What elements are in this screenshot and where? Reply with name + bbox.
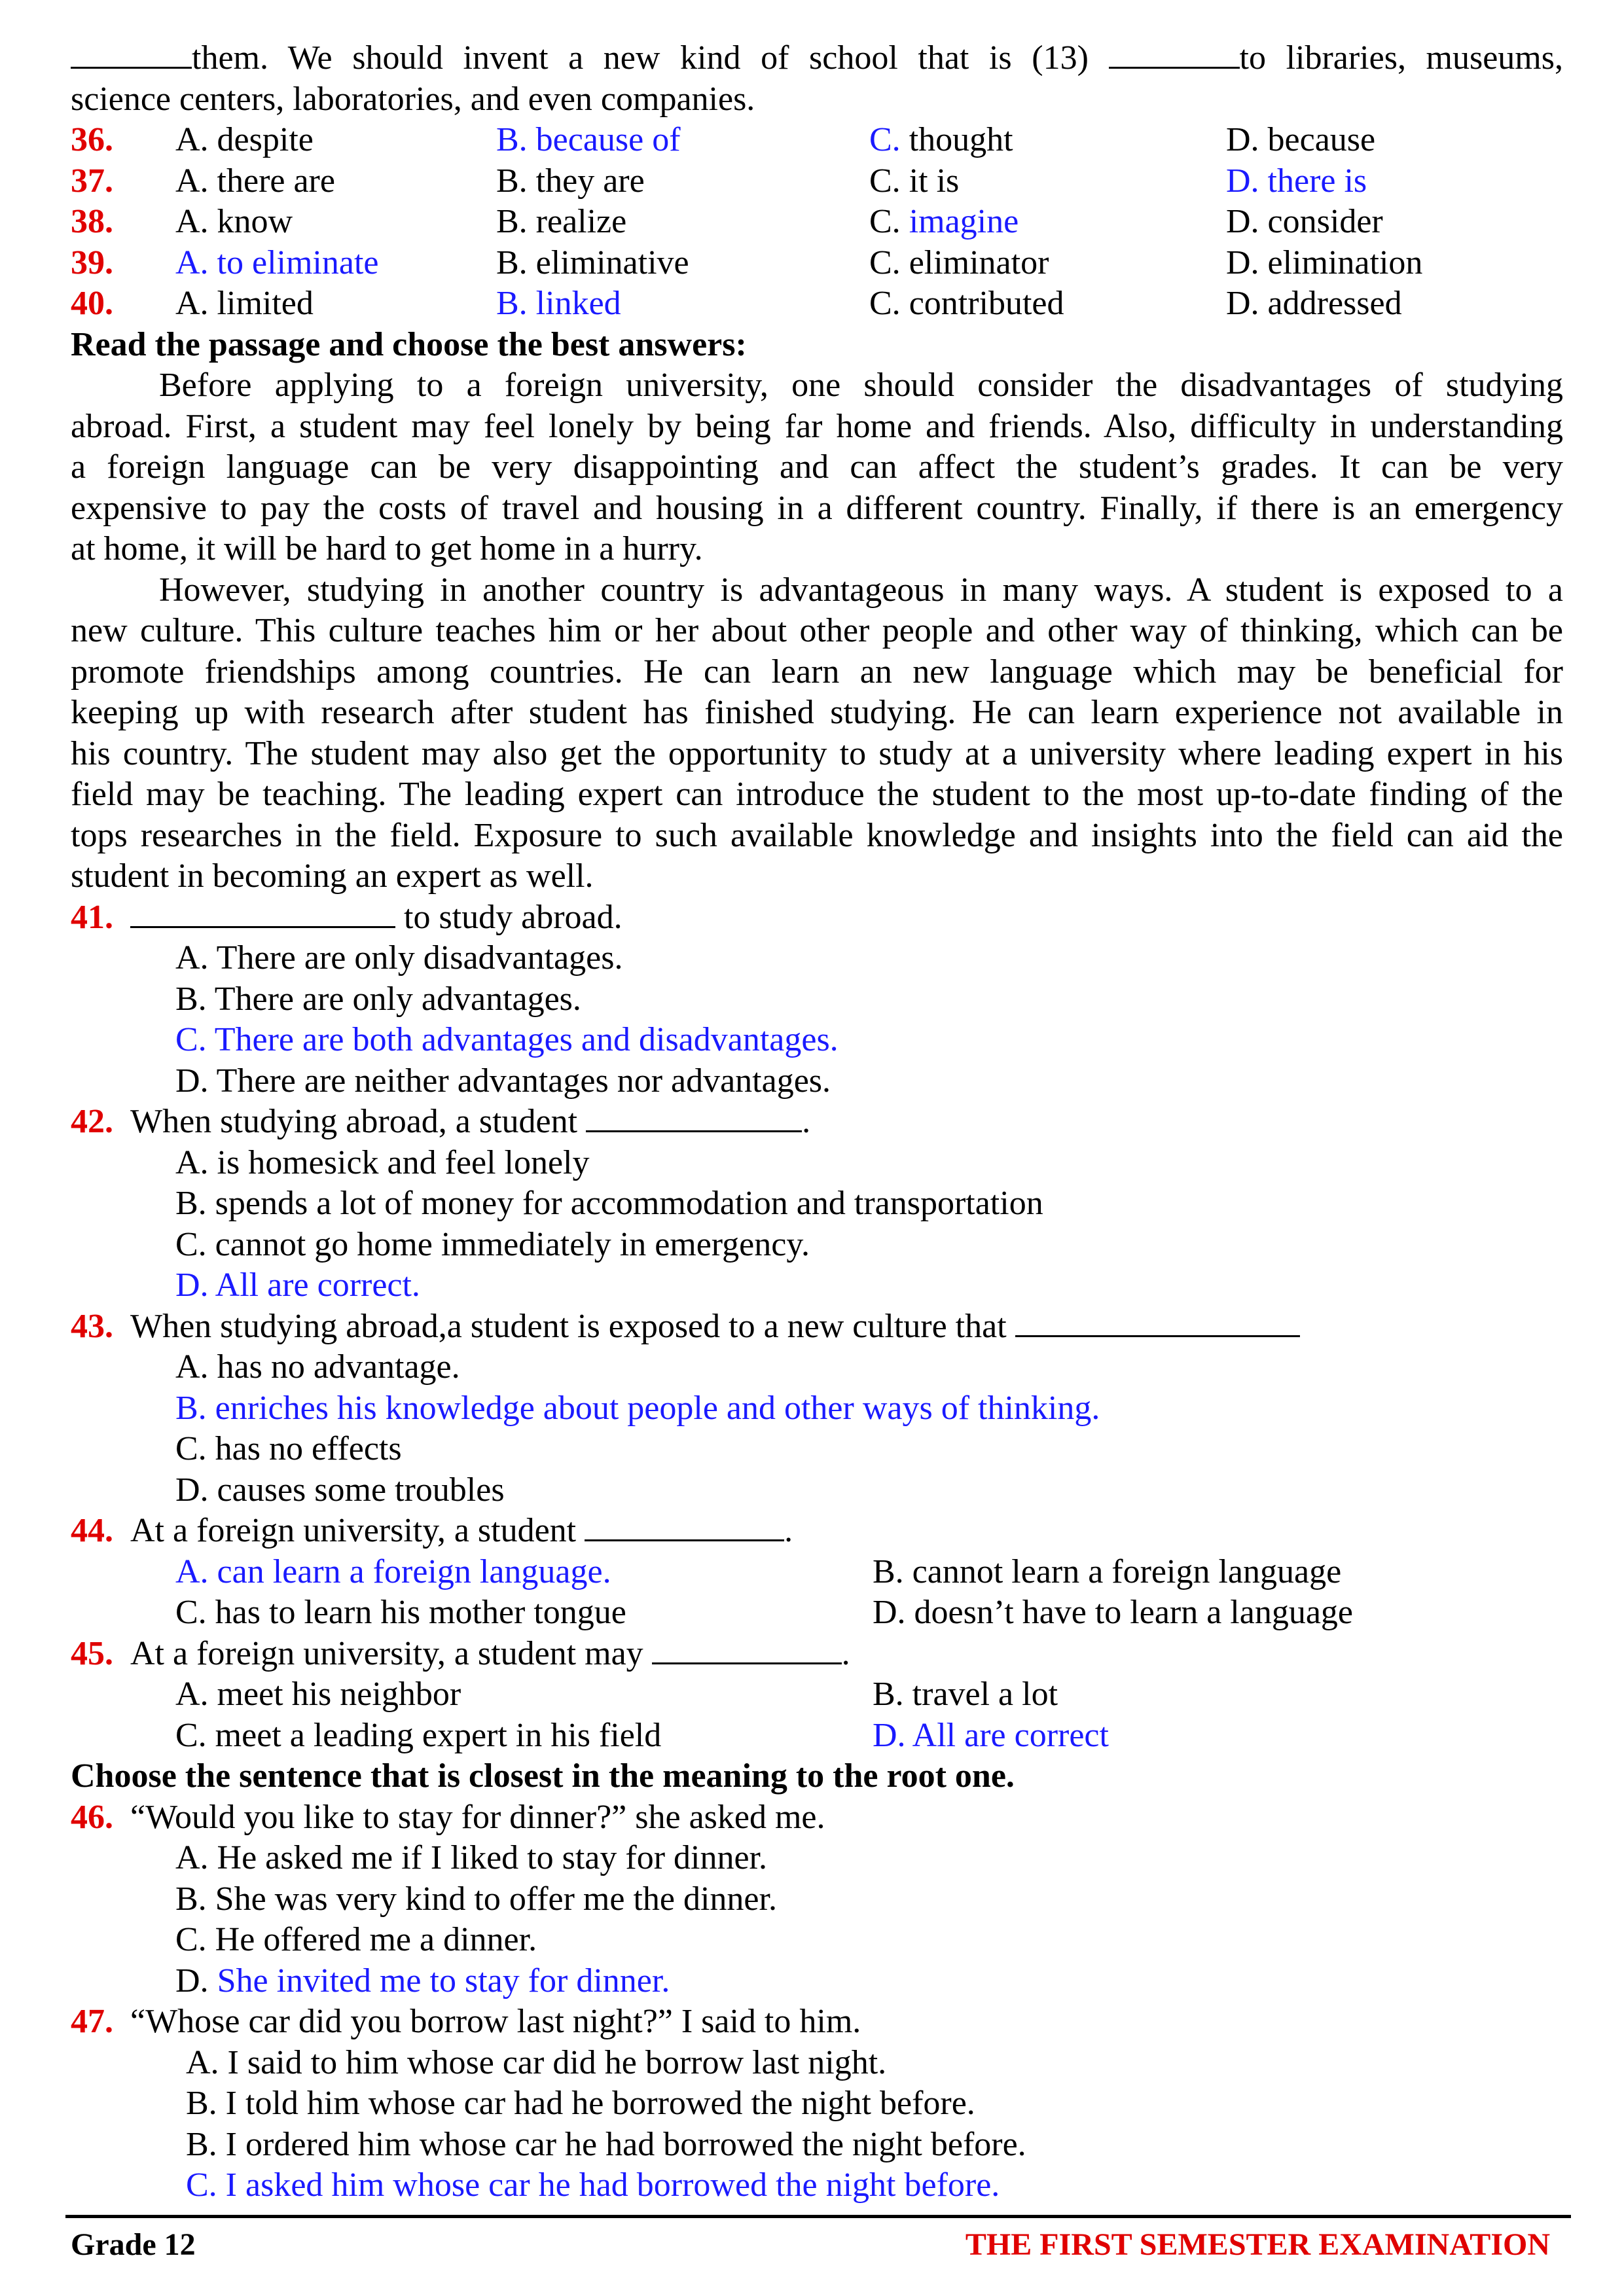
intro-line-2: science centers, laboratories, and even companies. <box>71 80 755 118</box>
option-correct: D. All are correct. <box>175 1266 420 1304</box>
question-41: 41. to study abroad. <box>71 898 623 936</box>
question-46: 46. “Would you like to stay for dinner?” she asked me. <box>71 1798 825 1836</box>
option: C. has no effects <box>175 1430 402 1467</box>
passage-line: at home, it will be hard to get home in a hurry. <box>71 530 703 567</box>
passage-line: keeping up with research after student has finished studying. He can learn experience not available in <box>71 694 1563 731</box>
blank-13 <box>1109 38 1240 69</box>
passage-line: field may be teaching. The leading expert can introduce the student to the most up-to-date finding of the <box>71 776 1563 813</box>
option: A. is homesick and feel lonely <box>175 1143 590 1181</box>
cloze-row: 36. A. despite B. because of C. thought D. because <box>71 121 1376 158</box>
passage-line: abroad. First, a student may feel lonely by being far home and friends. Also, difficulty in understanding <box>71 407 1563 445</box>
question-43: 43. When studying abroad,a student is exposed to a new culture that <box>71 1306 1563 1348</box>
question-42: 42. When studying abroad, a student . <box>71 1103 811 1140</box>
passage-line: However, studying in another country is advantageous in many ways. A student is exposed to a <box>159 571 1563 609</box>
option: A. has no advantage. <box>175 1348 460 1386</box>
option-correct: C. There are both advantages and disadvantages. <box>175 1021 839 1058</box>
answer-blank <box>586 1102 802 1132</box>
option: B. There are only advantages. <box>175 980 581 1018</box>
option: D. causes some troubles <box>175 1471 505 1509</box>
cloze-row: 37. A. there are B. they are C. it is D. there is <box>71 162 1367 200</box>
answer-blank <box>585 1511 784 1541</box>
passage-line: Before applying to a foreign university, one should consider the disadvantages of studying <box>159 367 1563 404</box>
option: B. spends a lot of money for accommodation and transportation <box>175 1185 1043 1222</box>
reading-heading: Read the passage and choose the best answers: <box>71 325 747 363</box>
answer-blank <box>1015 1306 1300 1337</box>
passage-line: promote friendships among countries. He can learn an new language which may be beneficial for <box>71 653 1563 691</box>
option-row: A. meet his neighbor B. travel a lot <box>175 1676 1058 1713</box>
transform-heading: Choose the sentence that is closest in the meaning to the root one. <box>71 1757 1015 1795</box>
option: B. I ordered him whose car he had borrowed the night before. <box>186 2125 1026 2163</box>
intro-line-1: them. We should invent a new kind of school that is (13) to libraries, museums, <box>71 38 1563 79</box>
cloze-row: 39. A. to eliminate B. eliminative C. eliminator D. elimination <box>71 243 1423 281</box>
footer-grade: Grade 12 <box>71 2227 196 2262</box>
answer-blank <box>130 897 395 928</box>
passage-line: his country. The student may also get the opportunity to study at a university where leading expert in his <box>71 734 1563 772</box>
option: A. I said to him whose car did he borrow last night. <box>186 2043 887 2081</box>
question-44: 44. At a foreign university, a student . <box>71 1512 793 1549</box>
option-correct: C. I asked him whose car he had borrowed the night before. <box>186 2166 1000 2204</box>
footer-exam-title: THE FIRST SEMESTER EXAMINATION <box>965 2227 1550 2262</box>
passage-line: new culture. This culture teaches him or her about other people and other way of thinking, which can be <box>71 612 1563 649</box>
passage-line: a foreign language can be very disappointing and can affect the student’s grades. It can be very <box>71 448 1563 486</box>
cloze-row: 40. A. limited B. linked C. contributed D. addressed <box>71 285 1402 322</box>
option-correct: B. enriches his knowledge about people and other ways of thinking. <box>175 1389 1100 1427</box>
option: D. There are neither advantages nor advantages. <box>175 1062 831 1100</box>
question-47: 47. “Whose car did you borrow last night?” I said to him. <box>71 2003 861 2040</box>
option-row: A. can learn a foreign language. B. cannot learn a foreign language <box>175 1552 1342 1590</box>
option-row: C. meet a leading expert in his field D. All are correct <box>175 1716 1109 1754</box>
option-correct: D. She invited me to stay for dinner. <box>175 1962 670 2000</box>
footer-divider <box>65 2215 1571 2218</box>
option-row: C. has to learn his mother tongue D. doesn’t have to learn a language <box>175 1594 1353 1631</box>
passage-line: tops researches in the field. Exposure to such available knowledge and insights into the field can aid the <box>71 816 1563 854</box>
option: C. He offered me a dinner. <box>175 1921 537 1958</box>
passage-line: student in becoming an expert as well. <box>71 857 594 895</box>
blank-12 <box>71 38 192 69</box>
cloze-row: 38. A. know B. realize C. imagine D. consider <box>71 203 1383 240</box>
option: C. cannot go home immediately in emergency. <box>175 1225 810 1263</box>
option: B. She was very kind to offer me the dinner. <box>175 1880 777 1918</box>
option: A. There are only disadvantages. <box>175 939 623 977</box>
exam-page <box>71 38 1563 2206</box>
passage-line: expensive to pay the costs of travel and housing in a different country. Finally, if there is an emergency <box>71 489 1563 527</box>
option: A. He asked me if I liked to stay for dinner. <box>175 1839 767 1876</box>
answer-blank <box>652 1634 842 1664</box>
option: B. I told him whose car had he borrowed the night before. <box>186 2085 975 2122</box>
question-45: 45. At a foreign university, a student may . <box>71 1634 850 1672</box>
